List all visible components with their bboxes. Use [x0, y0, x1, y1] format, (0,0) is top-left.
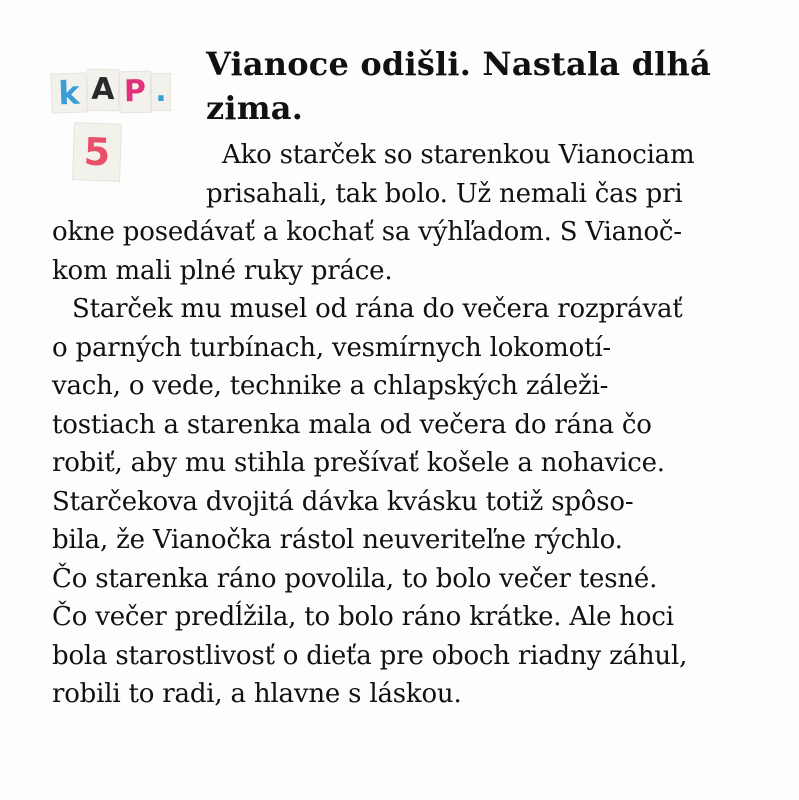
text-line: Starček mu musel od rána do večera rozprávať [72, 294, 683, 324]
text-line: Čo starenka ráno povolila, to bolo večer tesné. [52, 563, 658, 594]
badge-letter-k: k [51, 73, 86, 112]
text-line: okne posedávať a kochať sa výhľadom. S Vianoč- [52, 217, 682, 247]
text-line: Čo večer predĺžila, to bolo ráno krátke. Ale hoci [52, 602, 674, 632]
text-line: kom mali plné ruky práce. [52, 255, 393, 286]
badge-letter-p: P [120, 72, 151, 113]
text-line: vach, o vede, technike a chlapských záleži- [52, 371, 609, 401]
text-line: robiť, aby mu stihla prešívať košele a nohavice. [52, 448, 665, 478]
text-line: Ako starček so starenkou Vianociam [222, 140, 695, 170]
text-line: prisahali, tak bolo. Už nemali čas pri [206, 178, 683, 209]
text-line: robili to radi, a hlavne s láskou. [52, 679, 462, 709]
text-line: Starčekova dvojitá dávka kvásku totiž spôso- [52, 486, 634, 517]
body-text [52, 136, 752, 714]
chapter-title: Vianoce odišli. Nastala dlhá zima. [206, 45, 711, 127]
badge-number: 5 [73, 123, 121, 181]
text-line: o parných turbínach, vesmírnych lokomotí- [52, 332, 612, 363]
text-line: tostiach a starenka mala od večera do rána čo [52, 409, 652, 440]
text-line: bola starostlivosť o dieťa pre oboch riadny záhul, [52, 640, 688, 671]
text-line: bila, že Vianočka rástol neuveriteľne rýchlo. [52, 525, 623, 555]
badge-letter-a: A [88, 70, 119, 111]
badge-dot: . [152, 74, 170, 110]
